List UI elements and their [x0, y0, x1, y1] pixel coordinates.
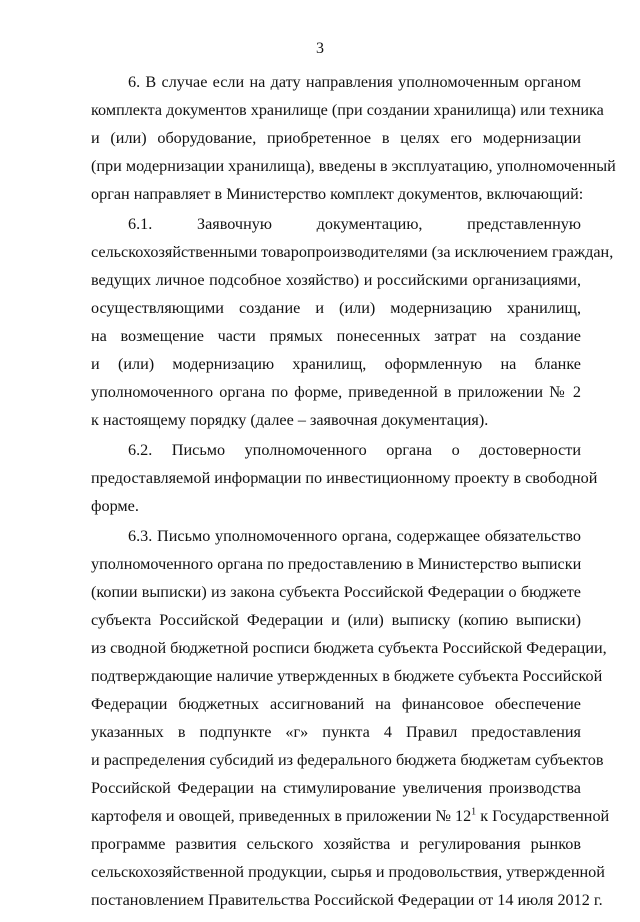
paragraph-line: подтверждающие наличие утвержденных в бюджете субъекта Российской	[91, 667, 603, 685]
paragraph-line: осуществляющими создание и (или) модернизацию хранилищ,	[91, 299, 581, 317]
paragraph-line: на возмещение части прямых понесенных затрат на создание	[91, 327, 581, 345]
paragraph-line: субъекта Российской Федерации и (или) выписку (копию выписки)	[91, 611, 581, 629]
paragraph-line: и (или) модернизацию хранилищ, оформленную на бланке	[91, 355, 581, 373]
paragraph-line: и распределения субсидий из федерального бюджета бюджетам субъектов	[91, 751, 604, 769]
paragraph-line: и (или) оборудование, приобретенное в целях его модернизации	[91, 129, 581, 147]
line-text: картофеля и овощей, приведенных в приложении № 12	[91, 807, 472, 825]
paragraph-line: форме.	[91, 497, 139, 515]
paragraph-line: программе развития сельского хозяйства и регулирования рынков	[91, 835, 581, 853]
paragraph-line: комплекта документов хранилище (при создании хранилища) или техника	[91, 101, 604, 119]
paragraph-line: орган направляет в Министерство комплект документов, включающий:	[91, 185, 584, 203]
paragraph-line: (копии выписки) из закона субъекта Российской Федерации о бюджете	[91, 583, 581, 601]
paragraph-line: уполномоченного органа по форме, приведенной в приложении № 2	[91, 383, 581, 401]
line-text-continued: к Государственной	[476, 807, 610, 825]
paragraph-line: (при модернизации хранилища), введены в эксплуатацию, уполномоченный	[91, 157, 616, 175]
paragraph-line: Российской Федерации на стимулирование увеличения производства	[91, 779, 581, 797]
paragraph-line: 6.2. Письмо уполномоченного органа о достоверности	[128, 441, 581, 459]
footnote-marker: 1	[471, 806, 477, 818]
paragraph-line: ведущих личное подсобное хозяйство) и российскими организациями,	[91, 271, 581, 289]
paragraph-line: сельскохозяйственной продукции, сырья и продовольствия, утвержденной	[91, 863, 605, 881]
paragraph-line: из сводной бюджетной росписи бюджета субъекта Российской Федерации,	[91, 639, 607, 657]
paragraph-line: уполномоченного органа по предоставлению в Министерство выписки	[91, 555, 582, 573]
paragraph-line: постановлением Правительства Российской Федерации от 14 июля 2012 г.	[91, 891, 603, 909]
paragraph-line-with-footnote	[91, 804, 610, 828]
paragraph-line: к настоящему порядку (далее – заявочная документация).	[91, 411, 489, 429]
paragraph-line: 6. В случае если на дату направления уполномоченным органом	[128, 73, 581, 91]
paragraph-line: предоставляемой информации по инвестиционному проекту в свободной	[91, 469, 598, 487]
paragraph-line: 6.1. Заявочную документацию, представленную	[128, 215, 581, 233]
paragraph-line: сельскохозяйственными товаропроизводителями (за исключением граждан,	[91, 243, 614, 261]
paragraph-line: 6.3. Письмо уполномоченного органа, содержащее обязательство	[128, 527, 581, 545]
paragraph-line: указанных в подпункте «г» пункта 4 Правил предоставления	[91, 723, 581, 741]
page-number: 3	[316, 40, 324, 57]
paragraph-line: Федерации бюджетных ассигнований на финансовое обеспечение	[91, 695, 581, 713]
